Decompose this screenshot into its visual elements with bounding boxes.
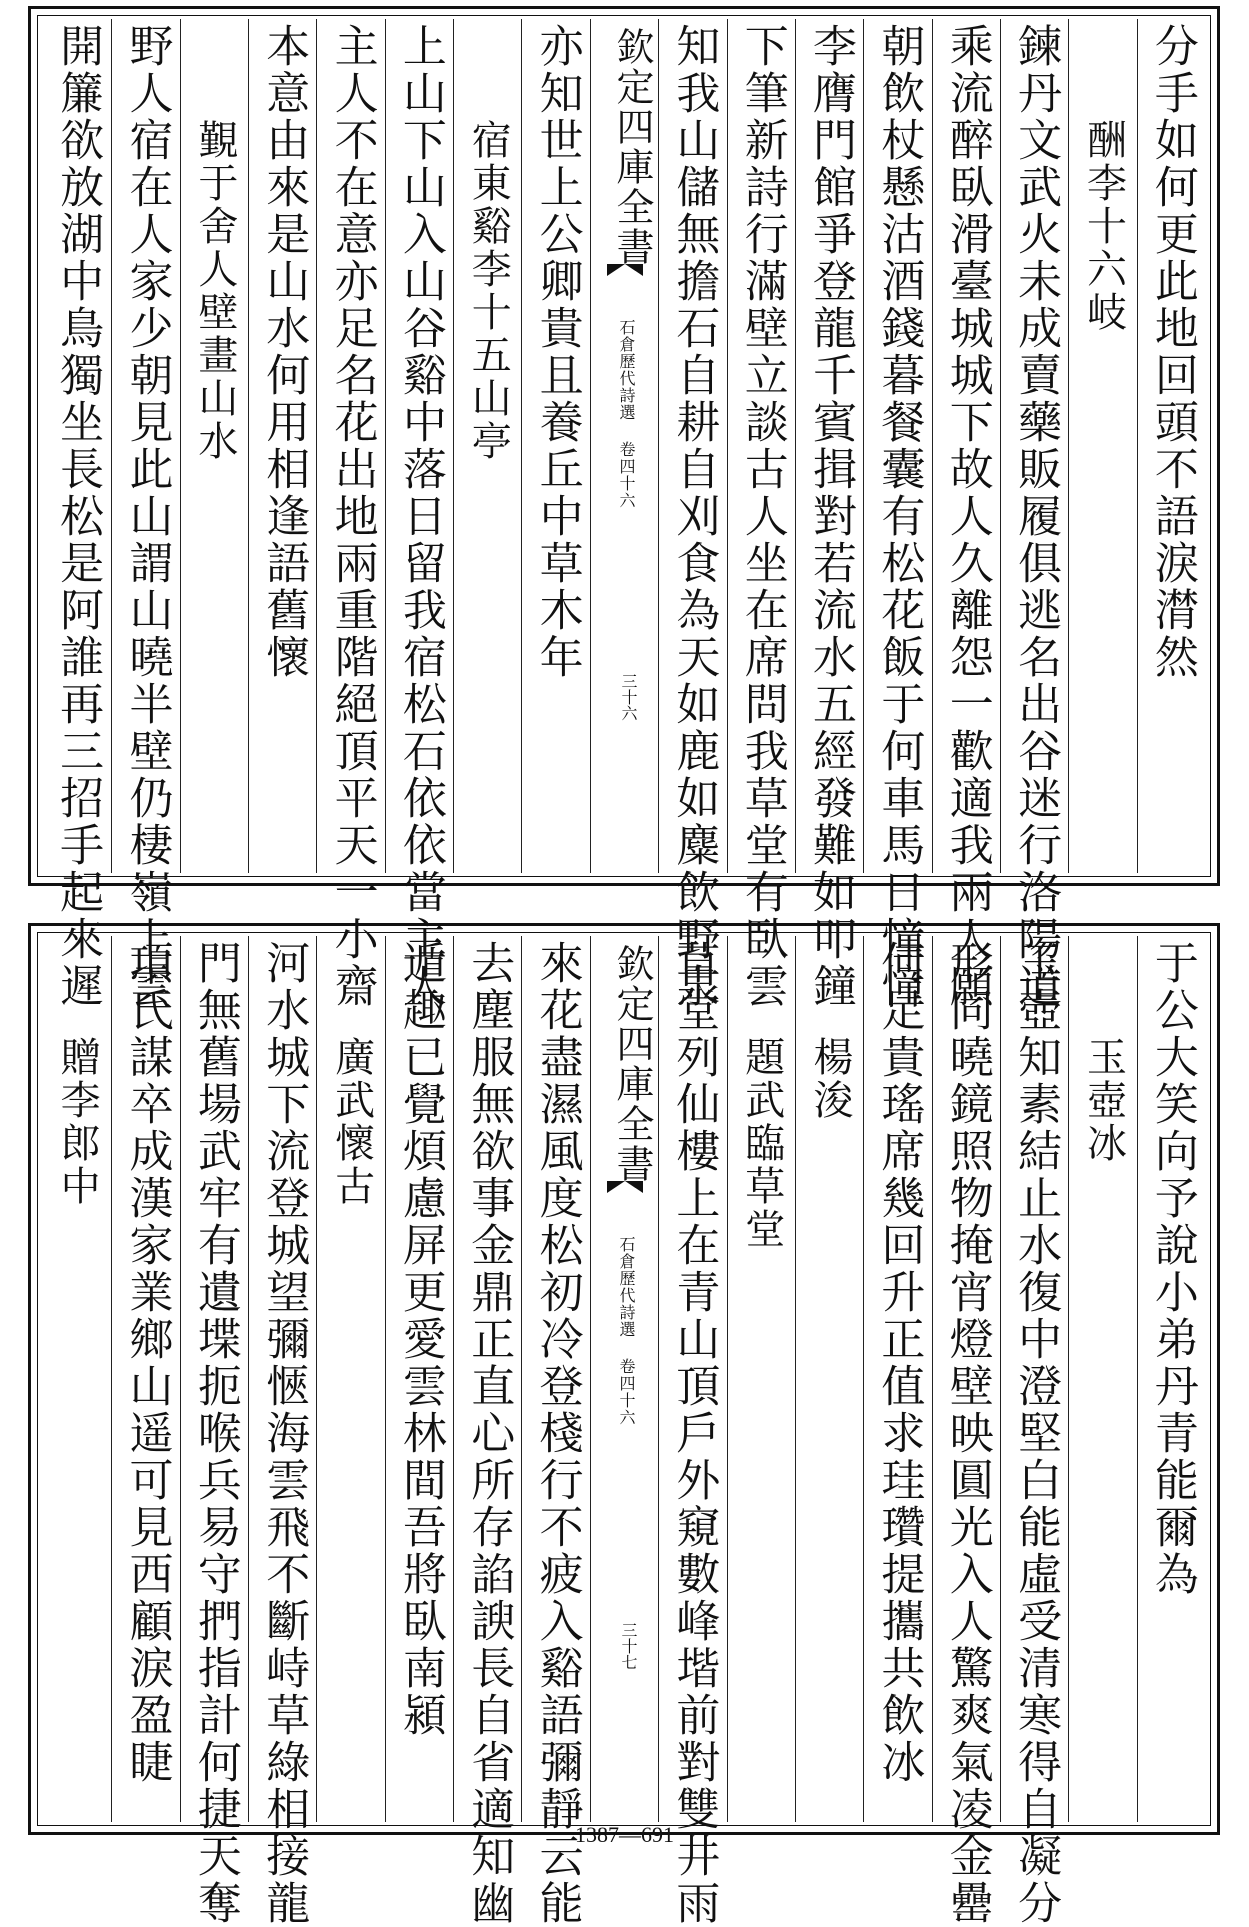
text-column [111,19,179,1010]
text-column [521,936,589,1927]
text-column [1137,19,1205,873]
poem-line: 本意由來是山水何用相逢語舊懷 [258,23,310,681]
text-column [658,19,726,1010]
poem-line: 上山下山入山谷谿中落日留我宿松石依依當主人 [394,23,446,1010]
leaf-number: 三十七 [618,1622,638,1670]
top-page-frame [28,6,1220,1010]
poem-line: 開簾欲放湖中鳥獨坐長松是阿誰再三招手起來遲 [52,23,104,1010]
text-column [180,936,248,1927]
poem-line: 亦知世上公卿貴且養丘中草木年 [531,23,583,681]
volume-info: 石倉歷代詩選 卷四十六 [616,1236,636,1426]
text-column [658,936,726,1927]
center-banner [590,19,658,873]
poem-title-column [180,19,248,873]
poem-line: 鍊丹文武火未成賣藥販履俱逃名出谷迷行洛陽道 [1010,23,1062,1010]
poem-title: 廣武懷古 [328,1036,375,1208]
poem-line: 來花盡濕風度松初冷登棧行不疲入谿語彌靜云能 [531,940,583,1927]
poem-title: 覲于舍人壁畫山水 [191,119,238,463]
text-column [932,19,1000,1010]
poem-line: 草堂列仙樓上在青山頂戶外窺數峰堦前對雙井雨 [668,940,720,1927]
leaf-number: 三十六 [618,673,638,721]
poem-line: 李膺門館爭登龍千賓揖對若流水五經發難如叩鐘 [805,23,857,1010]
poem-line: 遁趣已覺煩慮屏更愛雲林間吾將臥南潁 [394,940,446,1739]
poem-line: 乘流醉臥滑臺城城下故人久離怨一歡適我兩人願 [941,23,993,1010]
text-column [1000,19,1068,1010]
poem-title: 贈李郎中 [54,1036,101,1208]
poem-title-column [1068,936,1136,1822]
poem-line: 門無舊場武牢有遺堞扼喉兵易守捫指計何捷天奪 [189,940,241,1927]
poem-line: 知我山儲無擔石自耕自刈食為天如鹿如麋飲野泉 [668,23,720,1010]
fishtail-mark [607,264,643,276]
poem-title: 題武臨草堂 [738,1036,785,1251]
text-column [385,936,453,1822]
poem-line: 分手如何更此地回頭不語淚潸然 [1146,23,1198,681]
book-title: 欽定四庫全書 [609,27,654,267]
text-column [248,936,316,1927]
poem-line: 朝飲杖懸沽酒錢暮餐囊有松花飯于何車馬日憧憧 [873,23,925,1010]
text-column [43,19,111,1010]
poem-title-column [316,936,384,1822]
text-column [521,19,589,873]
poem-title-column [453,19,521,873]
text-column [1000,936,1068,1927]
poem-title: 酬李十六岐 [1080,119,1127,334]
poem-line: 項氏謀卒成漢家業鄉山遥可見西顧淚盈睫 [121,940,173,1786]
poem-title-column [727,936,795,1822]
poem-line: 何足貴瑤席幾回升正值求珪瓚提攜共飲冰 [873,940,925,1786]
text-column [727,19,795,1010]
poem-title-column [795,936,863,1822]
poem-title: 宿東谿李十五山亭 [465,119,512,463]
center-banner [590,936,658,1822]
book-title: 欽定四庫全書 [609,944,654,1184]
poem-line: 于公大笑向予說小弟丹青能爾為 [1146,940,1198,1598]
bottom-page-frame [28,923,1220,1927]
text-column [316,19,384,1010]
poem-title-column [43,936,111,1822]
poem-title: 玉壺冰 [1080,1036,1127,1165]
text-column [1137,936,1205,1822]
poem-line: 河水城下流登城望彌愜海雲飛不斷峙草綠相接龍 [258,940,310,1927]
poem-line: 野人宿在人家少朝見此山謂山曉半壁仍棲嶺上雲 [121,23,173,1010]
text-column [111,936,179,1822]
text-column [385,19,453,1010]
volume-info: 石倉歷代詩選 卷四十六 [616,319,636,509]
text-column [863,936,931,1822]
poem-line: 下筆新詩行滿壁立談古人坐在席問我草堂有臥雲 [736,23,788,1010]
text-column [863,19,931,1010]
text-column [795,19,863,1010]
text-column [453,936,521,1927]
poem-line: 形同曉鏡照物掩宵燈壁映圓光入人驚爽氣凌金罍 [941,940,993,1927]
poem-line: 主人不在意亦足名花出地兩重階絕頂平天一小齋 [326,23,378,1010]
poem-line: 玉壺知素結止水復中澄堅白能虛受清寒得自凝分 [1010,940,1062,1927]
page-number: 1387—691 [575,1822,674,1847]
text-column [248,19,316,873]
poem-title: 楊浚 [807,1036,854,1122]
text-column [932,936,1000,1927]
fishtail-mark [607,1181,643,1193]
poem-title-column [1068,19,1136,873]
poem-line: 去塵服無欲事金鼎正直心所存諂諛長自省適知幽 [463,940,515,1927]
